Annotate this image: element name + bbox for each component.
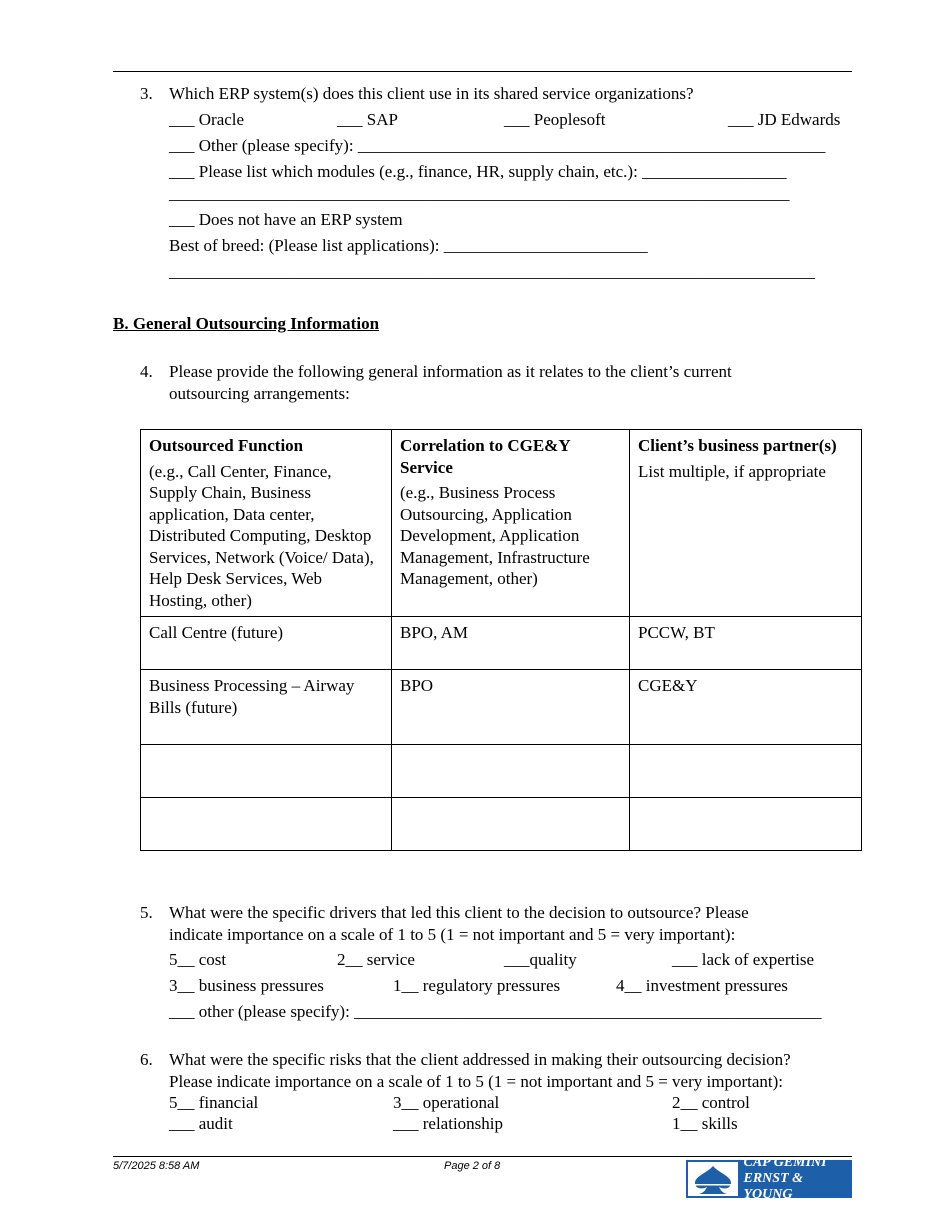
q3-best-of-breed-line[interactable]: ____________________________________________________________________________ (169, 262, 815, 281)
header-sub-business-partner: List multiple, if appropriate (638, 461, 826, 481)
table-row (141, 798, 862, 851)
table-cell[interactable] (392, 745, 630, 798)
q3-other-field[interactable]: ___ Other (please specify): _______________________________________________________ (169, 136, 826, 155)
spade-logo-icon (686, 1160, 740, 1198)
q3-number: 3. (140, 84, 153, 103)
header-title-business-partner: Client’s business partner(s) (638, 436, 837, 455)
header-title-outsourced-function: Outsourced Function (149, 436, 304, 455)
q5-other-field[interactable]: ___ other (please specify): _______________________________________________________ (169, 1002, 822, 1021)
q6-text-line2: Please indicate importance on a scale of 1 to 5 (1 = not important and 5 = very important): (169, 1072, 784, 1091)
table-cell[interactable]: PCCW, BT (630, 617, 862, 670)
logo-text-line1: CAP GEMINI (743, 1155, 827, 1170)
q5-number: 5. (140, 903, 153, 922)
q6-option-operational[interactable]: 3__ operational (393, 1093, 500, 1112)
table-cell[interactable]: Call Centre (future) (141, 617, 392, 670)
q4-number: 4. (140, 362, 153, 381)
table-cell[interactable]: BPO, AM (392, 617, 630, 670)
table-cell[interactable] (630, 798, 862, 851)
table-cell[interactable] (141, 745, 392, 798)
company-logo (686, 1155, 852, 1202)
table-cell[interactable]: CGE&Y (630, 670, 862, 745)
q3-option-sap[interactable]: ___ SAP (337, 110, 398, 129)
header-rule (113, 71, 852, 72)
header-sub-correlation: (e.g., Business Process Outsourcing, Application Development, Application Management, Infrastructure Management, other) (400, 483, 590, 588)
footer-page-number: Page 2 of 8 (444, 1160, 501, 1172)
q6-option-relationship[interactable]: ___ relationship (393, 1114, 504, 1133)
q5-option-quality[interactable]: ___quality (504, 950, 577, 969)
table-cell[interactable]: BPO (392, 670, 630, 745)
table-cell[interactable] (630, 745, 862, 798)
q3-question: Which ERP system(s) does this client use in its shared service organizations? (169, 84, 694, 103)
table-row (141, 617, 862, 670)
table-header-row (141, 430, 862, 617)
q6-option-audit[interactable]: ___ audit (169, 1114, 233, 1133)
q6-text-line1: What were the specific risks that the client addressed in making their outsourcing decision? (169, 1050, 791, 1069)
table-cell[interactable]: Business Processing – Airway Bills (future) (141, 670, 392, 745)
q5-option-business-pressures[interactable]: 3__ business pressures (169, 976, 324, 995)
q3-modules-field[interactable]: ___ Please list which modules (e.g., finance, HR, supply chain, etc.): _________________ (169, 162, 787, 181)
table-cell[interactable] (141, 798, 392, 851)
table-row (141, 670, 862, 745)
q5-text-line1: What were the specific drivers that led this client to the decision to outsource? Please (169, 903, 749, 922)
table-row (141, 745, 862, 798)
q6-option-skills[interactable]: 1__ skills (672, 1114, 738, 1133)
q3-modules-line[interactable]: _________________________________________________________________________ (169, 184, 790, 203)
q3-best-of-breed-field[interactable]: Best of breed: (Please list applications): ________________________ (169, 236, 648, 255)
q6-number: 6. (140, 1050, 153, 1069)
q5-text-line2: indicate importance on a scale of 1 to 5 (1 = not important and 5 = very important): (169, 925, 736, 944)
q5-option-lack-of-expertise[interactable]: ___ lack of expertise (672, 950, 815, 969)
q5-option-service[interactable]: 2__ service (337, 950, 415, 969)
outsourcing-table (140, 429, 862, 851)
header-title-correlation: Correlation to CGE&Y Service (400, 436, 570, 477)
q3-option-jdedwards[interactable]: ___ JD Edwards (728, 110, 841, 129)
footer-date: 5/7/2025 8:58 AM (113, 1160, 200, 1172)
q3-option-peoplesoft[interactable]: ___ Peoplesoft (504, 110, 606, 129)
q6-option-financial[interactable]: 5__ financial (169, 1093, 259, 1112)
q4-text-line1: Please provide the following general information as it relates to the client’s current (169, 362, 732, 381)
table-header-cell (141, 430, 392, 617)
q6-option-control[interactable]: 2__ control (672, 1093, 750, 1112)
q5-option-investment-pressures[interactable]: 4__ investment pressures (616, 976, 788, 995)
q3-option-no-erp[interactable]: ___ Does not have an ERP system (169, 210, 403, 229)
q5-option-regulatory-pressures[interactable]: 1__ regulatory pressures (393, 976, 561, 995)
q3-option-oracle[interactable]: ___ Oracle (169, 110, 245, 129)
table-header-cell (392, 430, 630, 617)
q5-option-cost[interactable]: 5__ cost (169, 950, 227, 969)
table-cell[interactable] (392, 798, 630, 851)
q4-text-line2: outsourcing arrangements: (169, 384, 350, 403)
table-header-cell (630, 430, 862, 617)
section-b-title: B. General Outsourcing Information (113, 314, 380, 333)
logo-text-line2: ERNST & YOUNG (743, 1171, 804, 1202)
header-sub-outsourced-function: (e.g., Call Center, Finance, Supply Chain, Business application, Data center, Distributed Computing, Desktop Services, Network (Voice/ Data), Help Desk Services, Web Hosting, other) (149, 461, 374, 610)
